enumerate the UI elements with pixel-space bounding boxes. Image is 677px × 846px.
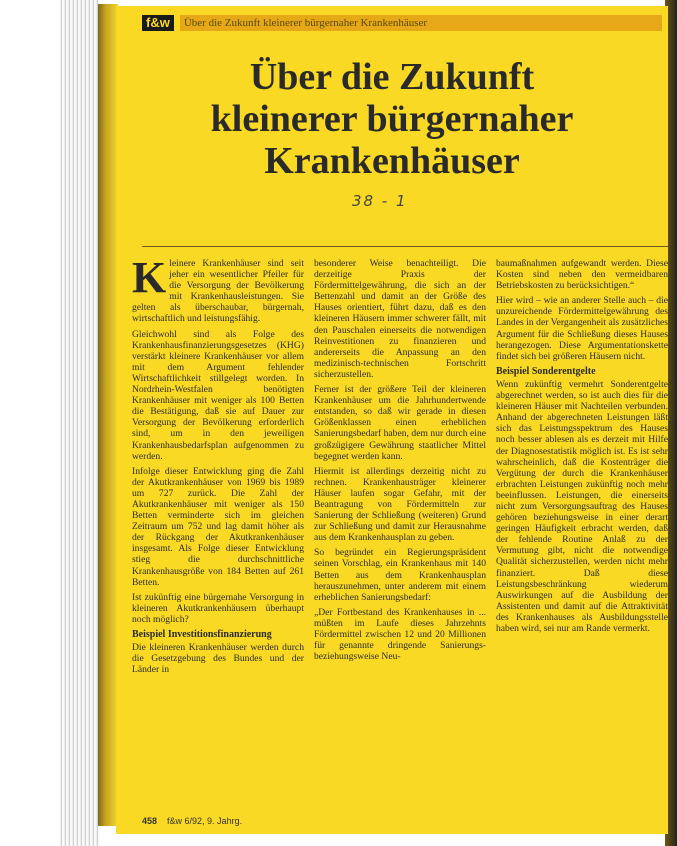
paragraph: Ist zukünftig eine bürgernahe Versorgung in kleineren Akutkrankenhäusern überhaupt noch möglich? [132, 591, 304, 625]
publication-info: f&w 6/92, 9. Jahrg. [167, 816, 243, 826]
magazine-page [116, 6, 668, 834]
title-divider [142, 246, 668, 247]
running-header [142, 14, 662, 32]
paragraph: Ferner ist der größere Teil der kleineren Krankenhäuser um die Jahrhundertwende entstanden, so daß wir gerade in diesen Größenklassen einen erheblichen Sanierungsbedarf haben, dem nur durch eine großzügigere Gewährung staatlicher Mittel begegnet werden kann. [314, 384, 486, 462]
column-3 [496, 258, 668, 813]
running-title: Über die Zukunft kleinerer bürgernaher Krankenhäuser [180, 15, 662, 31]
paragraph: baumaßnahmen aufgewandt werden. Diese Kosten sind neben den vermeidbaren Betriebskosten zu berücksichtigen.“ [496, 258, 668, 292]
title-line-1: Über die Zukunft [249, 56, 535, 98]
handwritten-note: 38 - 1 [352, 192, 408, 210]
column-1 [132, 258, 304, 813]
paragraph: Gleichwohl sind als Folge des Krankenhausfinanzierungsgesetzes (KHG) verstärkt kleinere Krankenhäuser vor allem mit dem Argument fehlender Wirtschaftlichkeit stillgelegt worden. In Nordrhein-Westfalen benötigten Krankenhäuser mit weniger als 100 Betten die Bestätigung, daß sie auf Dauer zur Versorgung der Bevölkerung erforderlich sind, um in den jeweiligen Krankenhausbedarfsplan aufgenommen zu werden. [132, 328, 304, 462]
title-line-3: Krankenhäuser [264, 140, 520, 182]
paragraph: Wenn zukünftig vermehrt Sonderentgelte abgerechnet werden, so ist auch dies für die kleineren Häuser mit Nachteilen verbunden. Anhand der abgerechneten Leistungen läßt sich das Leistungsspektrum des Hauses noch besser ablesen als es derzeit mit Hilfe der Diagnosestatistik möglich ist. Es ist sehr wahrscheinlich, daß die Kostenträger die Vergütung der durch die Krankenhäuser erbrachten Leistungen zukünftig noch mehr beeinflussen. Leistungen, die einerseits nicht zum Versorgungsauftrag des Hauses gehören beziehungsweise in einer derart geringen Häufigkeit erbracht werden, daß der fehlende Routine Anlaß zu der Vermutung gibt, nicht die notwendige Qualität sicherzustellen, werden nicht mehr finanziert. Daß diese Leistungsbeschränkung wiederum Auswirkungen auf die Ausbildung der Assistenten und damit auf die Attraktivität des Krankenhauses als Ausbildungsstelle haben wird, sei nur am Rande vermerkt. [496, 378, 668, 634]
book-spine [98, 4, 118, 826]
page-stack-edge [60, 0, 100, 846]
paragraph: So begründet ein Regierungspräsident seinen Vorschlag, ein Krankenhaus mit 140 Betten aus dem Krankenhausplan herauszunehmen, unter anderem mit einem erheblichen Sanierungsbedarf: [314, 547, 486, 603]
drop-cap: K [132, 258, 167, 302]
paragraph: Hier wird – wie an anderer Stelle auch – die unzureichende Fördermittelgewährung des Landes in der Vergangenheit als zusätzliches Argument für die Schließung dieses Hauses herangezogen. Diese Argumentationskette findet sich bei größeren Häusern nicht. [496, 295, 668, 362]
paragraph: Kleinere Krankenhäuser sind seit jeher ein wesentlicher Pfeiler für die Versorgung der Bevölkerung mit Krankenhausleistungen. Sie gelten als überschaubar, bürgernah, wirtschaftlich und leistungsfähig. [132, 258, 304, 325]
paragraph: „Der Fortbestand des Krankenhauses in ... müßten im Laufe dieses Jahrzehnts Fördermittel zwischen 12 und 20 Millionen für genannte dringende Sanierungs- beziehungsweise Neu- [314, 606, 486, 663]
page-number: 458 [142, 816, 158, 826]
article-title [116, 56, 668, 182]
section-heading: Beispiel Sonderentgelte [496, 365, 596, 377]
paragraph: Infolge dieser Entwicklung ging die Zahl der Akutkrankenhäuser von 1969 bis 1989 um 727 zurück. Die Zahl der Akutkrankenhäuser mit weniger als 150 Betten verminderte sich im gleichen Zeitraum um 752 und lag damit höher als der Rückgang der Akutkrankenhäuser insgesamt. Als Folge dieser Entwicklung stieg die durchschnittliche Krankenhausgröße von 184 Betten auf 261 Betten. [132, 465, 304, 588]
paragraph: besonderer Weise benachteiligt. Die derzeitige Praxis der Fördermittelgewährung, die sich an der Bettenzahl und damit an der Größe des Hauses orientiert, führt dazu, daß es den kleineren Häusern immer schwerer fällt, mit den Pauschalen einerseits die notwendigen Reinvestitionen zu finanzieren und andererseits die Anpassung an den medizinisch-technischen Fortschritt sicherzustellen. [314, 258, 486, 380]
article-columns [132, 258, 668, 813]
column-2 [314, 258, 486, 813]
section-heading: Beispiel Investitionsfinanzierung [132, 629, 272, 640]
paragraph: Hiermit ist allerdings derzeitig nicht zu rechnen. Krankenhausträger kleinerer Häuser laufen sogar Gefahr, mit der Beantragung von Fördermitteln zur Sanierung der Schließung (weiteren) Grund zur Schließung und damit zur Herausnahme aus dem Krankenhausplan zu geben. [314, 465, 486, 544]
paragraph: Die kleineren Krankenhäuser werden durch die Gesetzgebung des Bundes und der Länder in [132, 642, 304, 676]
publication-logo: f&w [142, 15, 174, 31]
title-line-2: kleinerer bürgernaher [210, 98, 574, 140]
page-footer [142, 816, 662, 828]
